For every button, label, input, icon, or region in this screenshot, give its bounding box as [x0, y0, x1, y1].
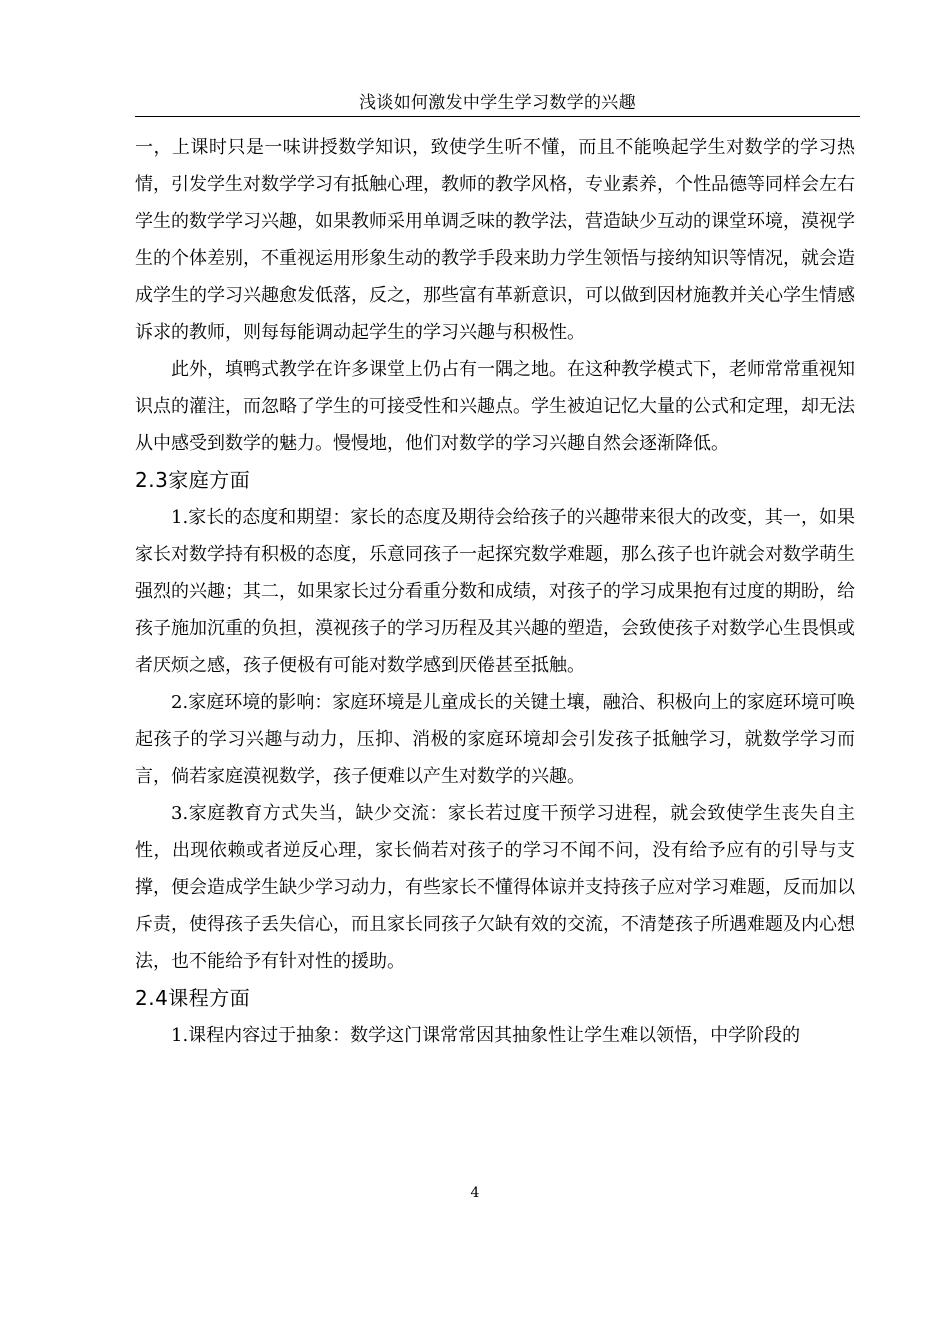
- paragraph-family-education-method: 3.家庭教育方式失当，缺少交流：家长若过度干预学习进程，就会致使学生丧失自主性，出现依赖或者逆反心理，家长倘若对孩子的学习不闻不问，没有给予应有的引导与支撑，便会造成学生缺少学习动力，有些家长不懂得体谅并支持孩子应对学习难题，反而加以斥责，使得孩子丢失信心，而且家长同孩子欠缺有效的交流，不清楚孩子所遇难题及内心想法，也不能给予有针对性的援助。: [135, 803, 855, 972]
- paragraph-parent-attitude: 1.家长的态度和期望：家长的态度及期待会给孩子的兴趣带来很大的改变，其一，如果家长对数学持有积极的态度，乐意同孩子一起探究数学难题，那么孩子也许就会对数学萌生强烈的兴趣；其二，如果家长过分看重分数和成绩，对孩子的学习成果抱有过度的期盼，给孩子施加沉重的负担，漠视孩子的学习历程及其兴趣的塑造，会致使孩子对数学心生畏惧或者厌烦之感，孩子便极有可能对数学感到厌倦甚至抵触。: [135, 507, 855, 676]
- paragraph-teacher-influence: 一，上课时只是一味讲授数学知识，致使学生听不懂，而且不能唤起学生对数学的学习热情，引发学生对数学学习有抵触心理，教师的教学风格，专业素养，个性品德等同样会左右学生的数学学习兴趣，如果教师采用单调乏味的教学法，营造缺少互动的课堂环境，漠视学生的个体差别，不重视运用形象生动的教学手段来助力学生领悟与接纳知识等情况，就会造成学生的学习兴趣愈发低落，反之，那些富有革新意识，可以做到因材施教并关心学生情感诉求的教师，则每每能调动起学生的学习兴趣与积极性。: [135, 137, 855, 343]
- paragraph-abstract-content: 1.课程内容过于抽象：数学这门课常常因其抽象性让学生难以领悟，中学阶段的: [171, 1025, 801, 1046]
- document-body: [135, 129, 855, 1054]
- running-header: 浅谈如何激发中学生学习数学的兴趣: [135, 92, 860, 117]
- paragraph-cramming-teaching: 此外，填鸭式教学在许多课堂上仍占有一隅之地。在这种教学模式下，老师常常重视知识点的灌注，而忽略了学生的可接受性和兴趣点。学生被迫记忆大量的公式和定理，却无法从中感受到数学的魅力。慢慢地，他们对数学的学习兴趣自然会逐渐降低。: [135, 359, 855, 454]
- paragraph-family-environment: 2.家庭环境的影响：家庭环境是儿童成长的关键土壤，融洽、积极向上的家庭环境可唤起孩子的学习兴趣与动力，压抑、消极的家庭环境却会引发孩子抵触学习，就数学学习而言，倘若家庭漠视数学，孩子便难以产生对数学的兴趣。: [135, 692, 855, 787]
- page-number: 4: [470, 1185, 480, 1201]
- section-heading-family: 2.3家庭方面: [135, 468, 251, 492]
- section-heading-curriculum: 2.4课程方面: [135, 986, 251, 1010]
